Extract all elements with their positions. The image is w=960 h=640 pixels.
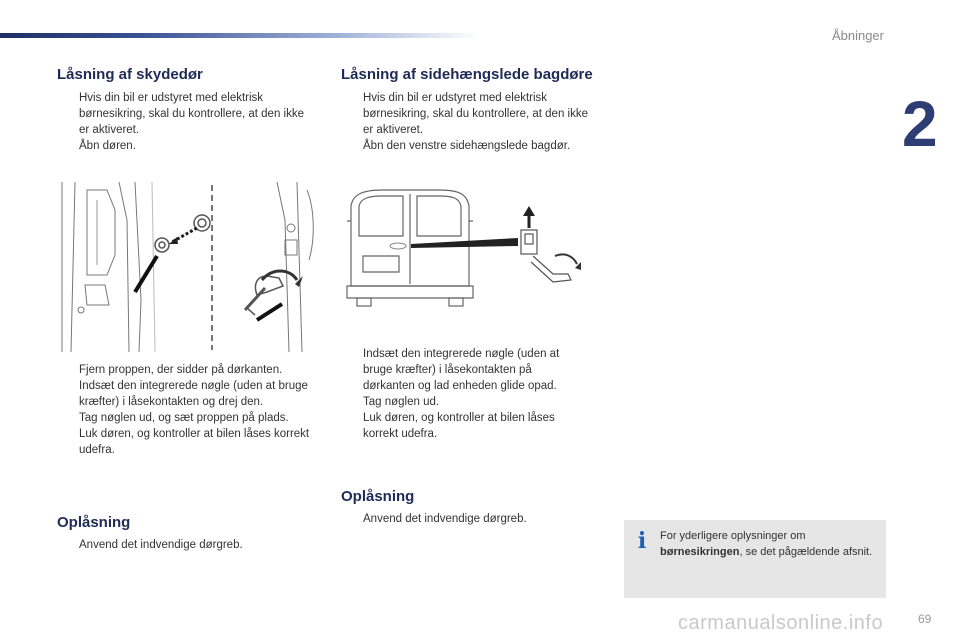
heading-rear-doors: Låsning af sidehængslede bagdøre	[341, 66, 593, 83]
info-box	[624, 520, 886, 598]
list-item	[57, 90, 307, 138]
right-intro-list	[341, 90, 591, 154]
list-item	[57, 362, 317, 378]
list-item	[341, 90, 591, 138]
list-item-text: Hvis din bil er udstyret med elektrisk børnesikring, skal du kontrollere, at den ikke er aktiveret.	[363, 92, 588, 136]
rear-doors-lock-illustration	[343, 186, 593, 308]
info-text-before: For yderligere oplysninger om	[660, 530, 806, 542]
list-item-text: Indsæt den integrerede nøgle (uden at bruge kræfter) i låsekontakten og drej den.	[79, 380, 308, 408]
chapter-number: 2	[902, 88, 938, 160]
info-text-bold: børnesikringen	[660, 546, 740, 558]
list-item	[57, 537, 307, 553]
list-item	[57, 426, 317, 458]
list-item-text: Fjern proppen, der sidder på dørkanten.	[79, 364, 283, 376]
heading-unlock-left: Oplåsning	[57, 514, 131, 531]
left-steps-list	[57, 362, 317, 458]
right-steps-list	[341, 346, 581, 442]
list-item-text: Luk døren, og kontroller at bilen låses korrekt udefra.	[79, 428, 310, 456]
list-item-text: Anvend det indvendige dørgreb.	[79, 539, 243, 551]
list-item-text: Indsæt den integrerede nøgle (uden at bruge kræfter) i låsekontakten på dørkanten og lad enheden glide opad.	[363, 348, 560, 392]
list-item-text: Luk døren, og kontroller at bilen låses korrekt udefra.	[363, 412, 555, 440]
list-item	[57, 410, 317, 426]
list-item	[341, 138, 591, 154]
list-item-text: Tag nøglen ud, og sæt proppen på plads.	[79, 412, 289, 424]
list-item-text: Anvend det indvendige dørgreb.	[363, 513, 527, 525]
top-gradient-bar	[0, 33, 480, 38]
watermark: carmanualsonline.info	[678, 612, 884, 634]
list-item-text: Åbn døren.	[79, 140, 136, 152]
page-number: 69	[918, 612, 932, 626]
heading-unlock-right: Oplåsning	[341, 488, 415, 505]
list-item	[341, 346, 581, 394]
list-item	[341, 511, 591, 527]
list-item	[57, 378, 317, 410]
sliding-door-lock-illustration	[57, 180, 319, 355]
right-unlock-list	[341, 511, 591, 527]
chapter-title: Åbninger	[831, 28, 884, 43]
left-unlock-list	[57, 537, 307, 553]
list-item	[57, 138, 307, 154]
list-item-text: Hvis din bil er udstyret med elektrisk børnesikring, skal du kontrollere, at den ikke er aktiveret.	[79, 92, 304, 136]
list-item-text: Åbn den venstre sidehængslede bagdør.	[363, 140, 571, 152]
list-item	[341, 410, 581, 442]
list-item	[341, 394, 581, 410]
info-icon: i	[637, 528, 647, 554]
info-text	[660, 528, 875, 560]
list-item-text: Tag nøglen ud.	[363, 396, 440, 408]
left-intro-list	[57, 90, 307, 154]
info-text-after: , se det pågældende afsnit.	[739, 546, 873, 558]
heading-sliding-door: Låsning af skydedør	[57, 66, 203, 83]
